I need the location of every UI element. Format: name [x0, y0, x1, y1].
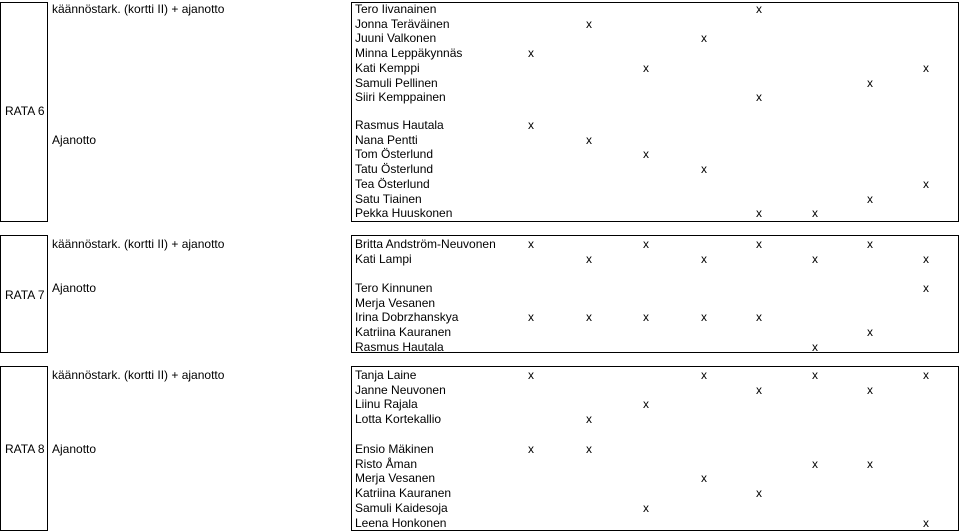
- assignment-mark: x: [867, 75, 873, 90]
- person-name: Leena Honkonen: [355, 515, 447, 530]
- assignment-mark: x: [867, 237, 873, 251]
- person-name: Britta Andström-Neuvonen: [355, 237, 496, 251]
- person-name: Merja Vesanen: [355, 471, 436, 486]
- person-name: Rasmus Hautala: [355, 118, 444, 132]
- assignment-mark: x: [867, 456, 873, 471]
- group-type-label: käännöstark. (kortti II) + ajanotto: [52, 237, 225, 251]
- assignment-mark: x: [643, 310, 649, 325]
- assignment-mark: x: [643, 500, 649, 515]
- person-name: Pekka Huuskonen: [355, 206, 453, 221]
- person-name: Satu Tiainen: [355, 191, 422, 206]
- person-name: Ensio Mäkinen: [355, 442, 434, 456]
- assignment-mark: x: [923, 176, 929, 191]
- assignment-mark: x: [701, 162, 707, 177]
- assignment-mark: x: [643, 397, 649, 412]
- assignment-mark: x: [643, 60, 649, 75]
- group-type-label: käännöstark. (kortti II) + ajanotto: [52, 2, 225, 16]
- assignment-mark: x: [701, 368, 707, 382]
- person-name: Janne Neuvonen: [355, 382, 446, 397]
- assignment-mark: x: [586, 16, 592, 31]
- person-name: Liinu Rajala: [355, 397, 418, 412]
- assignment-mark: x: [528, 46, 534, 61]
- person-name: Samuli Kaidesoja: [355, 500, 448, 515]
- rata-label: RATA 6: [5, 104, 45, 118]
- assignment-mark: x: [756, 486, 762, 501]
- assignment-mark: x: [812, 368, 818, 382]
- person-name: Tatu Österlund: [355, 162, 434, 177]
- person-name: Tero Kinnunen: [355, 281, 433, 295]
- assignment-mark: x: [756, 2, 762, 16]
- assignment-mark: x: [923, 515, 929, 530]
- rata-label: RATA 8: [5, 442, 45, 456]
- assignment-mark: x: [756, 310, 762, 325]
- assignment-mark: x: [812, 339, 818, 354]
- assignment-mark: x: [756, 382, 762, 397]
- assignment-mark: x: [701, 471, 707, 486]
- person-name: Samuli Pellinen: [355, 75, 438, 90]
- person-name: Nana Pentti: [355, 132, 418, 147]
- assignment-mark: x: [923, 60, 929, 75]
- assignment-mark: x: [756, 237, 762, 251]
- person-name: Tea Österlund: [355, 176, 430, 191]
- assignment-mark: x: [528, 237, 534, 251]
- assignment-mark: x: [867, 382, 873, 397]
- group-type-label: Ajanotto: [52, 281, 97, 295]
- assignment-mark: x: [756, 206, 762, 221]
- person-name: Risto Åman: [355, 456, 418, 471]
- person-name: Minna Leppäkynnäs: [355, 46, 463, 61]
- assignment-mark: x: [528, 442, 534, 456]
- person-name: Tom Österlund: [355, 147, 434, 162]
- assignment-mark: x: [528, 310, 534, 325]
- person-name: Katriina Kauranen: [355, 325, 452, 340]
- assignment-mark: x: [643, 237, 649, 251]
- assignment-mark: x: [701, 31, 707, 46]
- assignment-mark: x: [586, 310, 592, 325]
- assignment-mark: x: [528, 368, 534, 382]
- assignment-mark: x: [643, 147, 649, 162]
- assignment-mark: x: [528, 118, 534, 132]
- assignment-mark: x: [701, 310, 707, 325]
- assignment-mark: x: [586, 251, 592, 266]
- assignment-mark: x: [867, 325, 873, 340]
- person-name: Kati Lampi: [355, 251, 412, 266]
- assignment-mark: x: [812, 206, 818, 221]
- assignment-mark: x: [586, 442, 592, 456]
- person-name: Lotta Kortekallio: [355, 412, 442, 427]
- person-name: Kati Kemppi: [355, 60, 420, 75]
- person-name: Tanja Laine: [355, 368, 417, 382]
- person-name: Jonna Teräväinen: [355, 16, 450, 31]
- names-box: [351, 2, 959, 222]
- person-name: Katriina Kauranen: [355, 486, 452, 501]
- rata-label: RATA 7: [5, 288, 45, 302]
- assignment-mark: x: [586, 412, 592, 427]
- assignment-mark: x: [701, 251, 707, 266]
- assignment-mark: x: [812, 456, 818, 471]
- assignment-mark: x: [923, 368, 929, 382]
- assignment-mark: x: [923, 281, 929, 295]
- assignment-mark: x: [923, 251, 929, 266]
- person-name: Juuni Valkonen: [355, 31, 437, 46]
- assignment-mark: x: [867, 191, 873, 206]
- assignment-mark: x: [812, 251, 818, 266]
- person-name: Tero Iivanainen: [355, 2, 437, 16]
- group-type-label: käännöstark. (kortti II) + ajanotto: [52, 368, 225, 382]
- assignment-mark: x: [756, 90, 762, 105]
- person-name: Irina Dobrzhanskya: [355, 310, 459, 325]
- person-name: Siiri Kemppainen: [355, 90, 446, 105]
- group-type-label: Ajanotto: [52, 442, 97, 456]
- assignment-mark: x: [586, 132, 592, 147]
- person-name: Merja Vesanen: [355, 295, 436, 310]
- person-name: Rasmus Hautala: [355, 339, 444, 354]
- group-type-label: Ajanotto: [52, 133, 97, 147]
